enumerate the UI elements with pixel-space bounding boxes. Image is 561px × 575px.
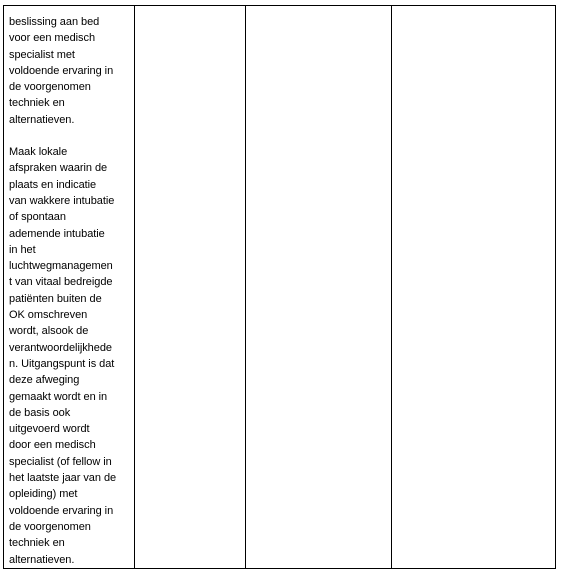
paragraph-decision-at-bedside: beslissing aan bed voor een medisch specialist met voldoende ervaring in de voorgenomen techniek en alternatieven.: [9, 16, 114, 126]
cell-text: [4, 6, 134, 568]
table-cell-empty-3: [246, 6, 392, 569]
table-cell-empty-2: [135, 6, 246, 569]
table-row: [4, 6, 556, 569]
table-cell-empty-4: [392, 6, 556, 569]
recommendation-table: [3, 5, 556, 569]
table-cell-recommendation: [4, 6, 135, 569]
paragraph-local-agreements: Maak lokale afspraken waarin de plaats en indicatie van wakkere intubatie of spontaan ademende intubatie in het luchtwegmanagemen t van vitaal bedreigde patiënten buiten de OK omschreven wordt, alsook de verantwoordelijkhede n. Uitgangspunt is dat deze afweging gemaakt wordt en in de basis ook uitgevoerd wordt door een medisch specialist (of fellow in het laatste jaar van de opleiding) met voldoende ervaring in de voorgenomen techniek en alternatieven.: [9, 146, 117, 566]
